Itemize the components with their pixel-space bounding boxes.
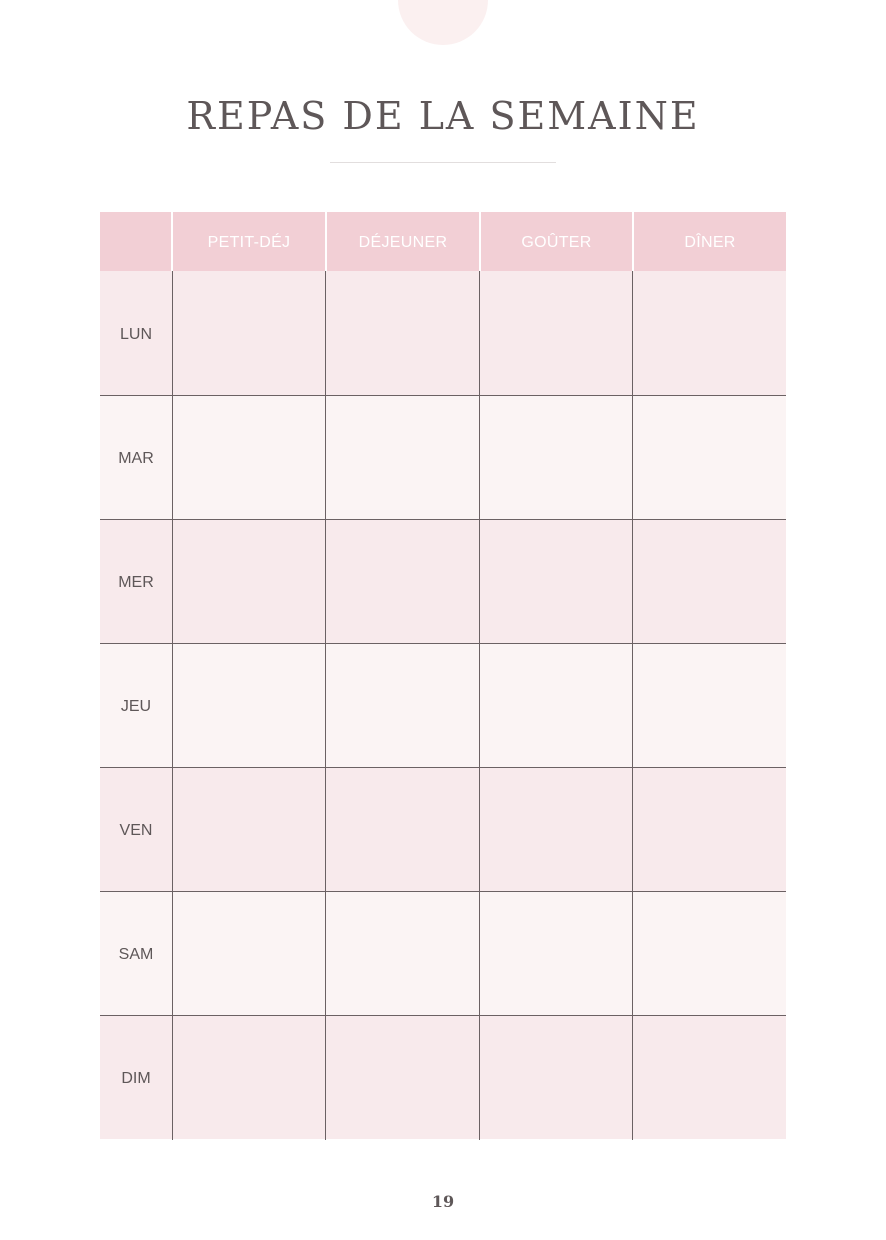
meal-cell-lunch[interactable]	[326, 643, 479, 767]
meal-cell-snack[interactable]	[480, 519, 632, 643]
table-row-friday	[100, 767, 786, 891]
day-label: MAR	[118, 450, 154, 467]
page-number: 19	[431, 1192, 455, 1211]
column-header-dinner: DÎNER	[684, 234, 736, 251]
meal-cell-dinner[interactable]	[633, 519, 786, 643]
table-row-thursday	[100, 643, 786, 767]
column-header-breakfast: PETIT-DÉJ	[207, 234, 291, 251]
grid-line-horizontal	[100, 395, 786, 396]
meal-cell-snack[interactable]	[480, 1015, 632, 1139]
meal-cell-breakfast[interactable]	[172, 643, 325, 767]
meal-cell-snack[interactable]	[480, 767, 632, 891]
meal-cell-snack[interactable]	[480, 643, 632, 767]
meal-cell-dinner[interactable]	[633, 271, 786, 395]
grid-line-vertical	[632, 271, 633, 1140]
meal-cell-snack[interactable]	[480, 891, 632, 1015]
meal-cell-dinner[interactable]	[633, 395, 786, 519]
column-header-snack: GOÛTER	[521, 234, 592, 251]
title-divider	[330, 162, 556, 163]
grid-line-horizontal	[100, 643, 786, 644]
header-corner-cell	[100, 212, 172, 271]
meal-cell-dinner[interactable]	[633, 1015, 786, 1139]
grid-line-horizontal	[100, 1015, 786, 1016]
meal-cell-lunch[interactable]	[326, 891, 479, 1015]
grid-line-horizontal	[100, 891, 786, 892]
meal-cell-snack[interactable]	[480, 395, 632, 519]
meal-cell-dinner[interactable]	[633, 767, 786, 891]
day-label: MER	[118, 574, 154, 591]
grid-line-vertical	[325, 271, 326, 1140]
table-row-saturday	[100, 891, 786, 1015]
meal-cell-breakfast[interactable]	[172, 519, 325, 643]
meal-cell-dinner[interactable]	[633, 643, 786, 767]
page-title: REPAS DE LA SEMAINE	[186, 94, 700, 138]
grid-line-vertical	[172, 271, 173, 1140]
meal-cell-dinner[interactable]	[633, 891, 786, 1015]
table-row-monday	[100, 271, 786, 395]
meal-cell-breakfast[interactable]	[172, 271, 325, 395]
table-row-sunday	[100, 1015, 786, 1139]
column-header-lunch: DÉJEUNER	[358, 234, 448, 251]
meal-cell-lunch[interactable]	[326, 519, 479, 643]
meal-cell-breakfast[interactable]	[172, 767, 325, 891]
meal-cell-breakfast[interactable]	[172, 395, 325, 519]
meal-cell-breakfast[interactable]	[172, 1015, 325, 1139]
meal-cell-lunch[interactable]	[326, 767, 479, 891]
meal-cell-snack[interactable]	[480, 271, 632, 395]
day-label: JEU	[120, 698, 152, 715]
grid-line-horizontal	[100, 767, 786, 768]
table-header-row	[100, 212, 786, 271]
table-row-tuesday	[100, 395, 786, 519]
table-row-wednesday	[100, 519, 786, 643]
meal-cell-lunch[interactable]	[326, 1015, 479, 1139]
decorative-circle	[398, 0, 488, 45]
meal-cell-lunch[interactable]	[326, 271, 479, 395]
meal-cell-breakfast[interactable]	[172, 891, 325, 1015]
grid-line-horizontal	[100, 519, 786, 520]
meal-cell-lunch[interactable]	[326, 395, 479, 519]
day-label: DIM	[121, 1070, 151, 1087]
grid-line-vertical	[479, 271, 480, 1140]
day-label: VEN	[119, 822, 153, 839]
day-label: LUN	[119, 326, 152, 343]
day-label: SAM	[118, 946, 154, 963]
meal-planner-table	[100, 212, 786, 1140]
